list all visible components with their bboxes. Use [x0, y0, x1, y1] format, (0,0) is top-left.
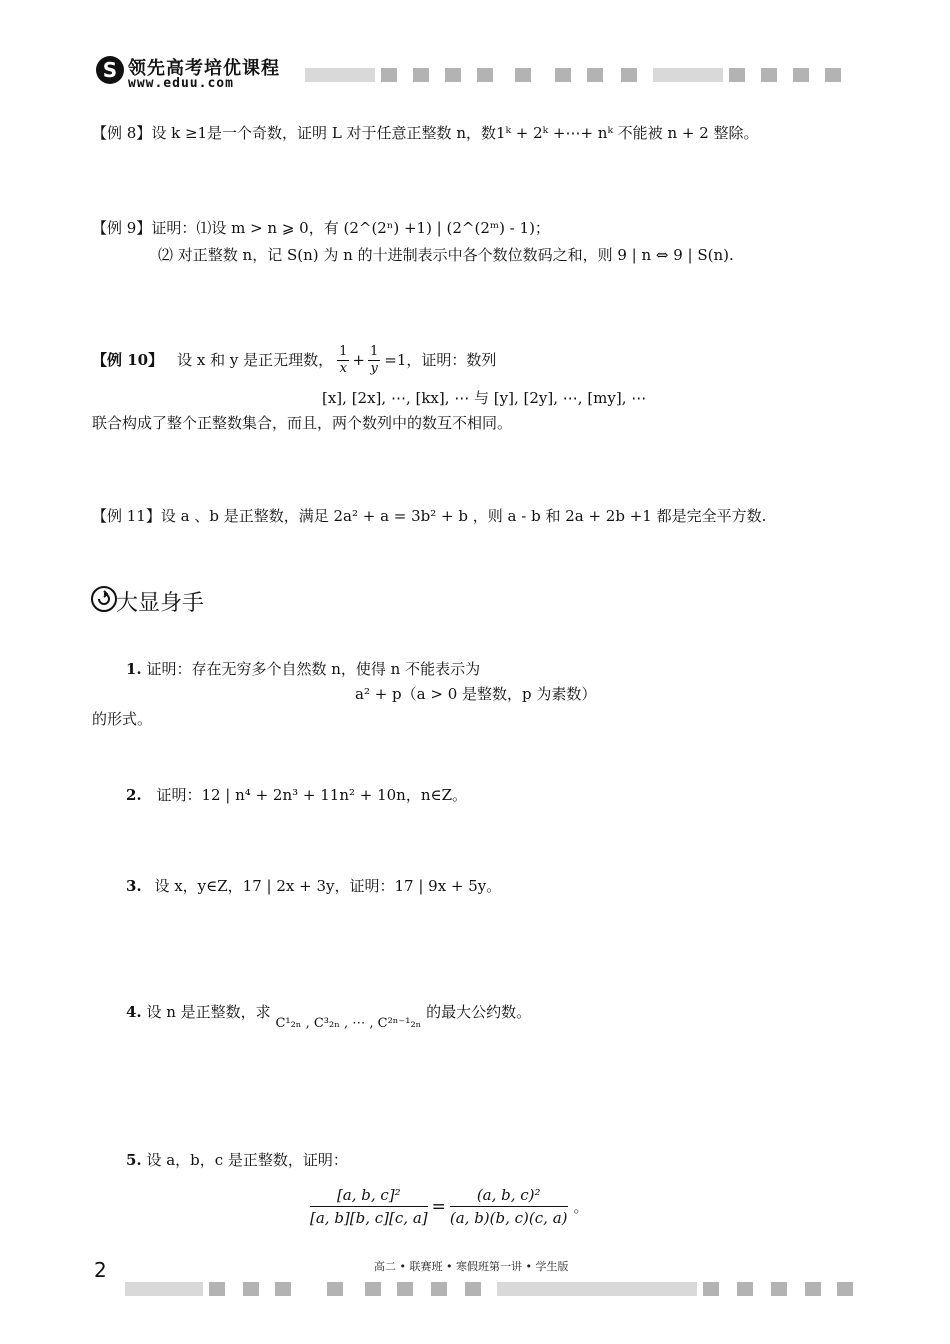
gcd-fraction: $\frac{\text{(a, b, c)²}}{(a, b)(b, c)(c, a)}$: [449, 1186, 568, 1227]
example-8-tag: 【例 8】: [92, 124, 152, 142]
fraction-1-over-x: $\frac{1}{x}$: [339, 343, 348, 376]
lcm-fraction: $\frac{\text{[a, b, c]²}}{[a, b][b, c][c, a]}$: [310, 1186, 428, 1227]
footer-decor-bar: [125, 1282, 855, 1296]
problem-4-before: 设 n 是正整数，求: [146, 1003, 271, 1021]
section-title: 大显身手: [116, 591, 205, 616]
example-10: 【例 10】 设 x 和 y 是正无理数， $\frac{1}{x}$ + $\frac{1}{y}$ =1，证明：数列: [92, 343, 497, 376]
fraction-1-over-y: $\frac{1}{y}$: [369, 343, 379, 376]
problem-1-line1: 证明：存在无穷多个自然数 n，使得 n 不能表示为: [146, 660, 481, 678]
example-10-tag: 【例 10】: [92, 351, 164, 369]
brand-url: www.eduu.com: [128, 76, 234, 91]
header-decor-bar: [305, 68, 860, 82]
example-10-sequence: [x], [2x], ⋯, [kx], ⋯ 与 [y], [2y], ⋯, [my], ⋯: [322, 389, 647, 407]
footer-caption: 高二 • 联赛班 • 寒假班第一讲 • 学生版: [374, 1260, 569, 1273]
problem-1-line2: a² + p（a > 0 是整数，p 为素数）: [355, 685, 597, 703]
example-9-line2: ⑵ 对正整数 n，记 S(n) 为 n 的十进制表示中各个数位数码之和，则 9 | n ⇔ 9 | S(n).: [158, 246, 734, 264]
problem-5-text: 设 a，b，c 是正整数，证明：: [146, 1151, 348, 1169]
page-number: 2: [94, 1258, 107, 1282]
example-10-eq: =1，证明：数列: [384, 351, 497, 369]
example-11-text: 设 a 、b 是正整数，满足 2a² + a = 3b² + b ，则 a - b 和 2a + 2b +1 都是完全平方数.: [160, 507, 767, 525]
example-10-conclusion: 联合构成了整个正整数集合，而且，两个数列中的数互不相同。: [92, 414, 513, 432]
problem-2-number: 2.: [126, 786, 142, 804]
problem-3-text: 设 x，y∈Z，17 | 2x + 3y，证明：17 | 9x + 5y。: [154, 877, 502, 895]
problem-4: [126, 1002, 532, 1031]
problem-1-number: 1.: [126, 660, 142, 678]
problem-4-after: 的最大公约数。: [426, 1003, 532, 1021]
logo-icon: [96, 56, 124, 84]
problem-5: [126, 1150, 348, 1170]
example-11: [92, 506, 766, 526]
problem-3: [126, 876, 501, 896]
example-10-intro: 设 x 和 y 是正无理数，: [177, 351, 334, 369]
problem-5-equation: $\frac{\text{[a, b, c]²}}{[a, b][b, c][c, a]}$ = $\frac{\text{(a, b, c)²}}{(a, b)(b, c)(c, a)}$ 。: [310, 1186, 589, 1227]
refresh-icon: [91, 586, 117, 612]
example-9-line1: 证明：⑴设 m > n ⩾ 0，有 (2^(2ⁿ) +1) | (2^(2ᵐ) - 1)；: [151, 219, 550, 237]
problem-3-number: 3.: [126, 877, 142, 895]
example-9-tag: 【例 9】: [92, 219, 152, 237]
example-9: [92, 218, 550, 238]
example-11-tag: 【例 11】: [92, 507, 161, 525]
problem-1-line3: 的形式。: [92, 710, 153, 728]
problem-2: [126, 785, 467, 805]
logo-letter: S: [102, 58, 118, 82]
brand-title: 领先高考培优课程: [128, 58, 280, 79]
problem-2-text: 证明：12 | n⁴ + 2n³ + 11n² + 10n，n∈Z。: [156, 786, 468, 804]
problem-5-number: 5.: [126, 1151, 142, 1169]
problem-1: [126, 659, 480, 679]
problem-4-combinations: C¹₂ₙ , C³₂ₙ , ⋯ , C²ⁿ⁻¹₂ₙ: [275, 1016, 422, 1031]
example-8-text: 设 k ≥1是一个奇数，证明 L 对于任意正整数 n，数1ᵏ + 2ᵏ +⋯+ nᵏ 不能被 n + 2 整除。: [151, 124, 759, 142]
problem-4-number: 4.: [126, 1003, 142, 1021]
example-8: [92, 123, 759, 143]
